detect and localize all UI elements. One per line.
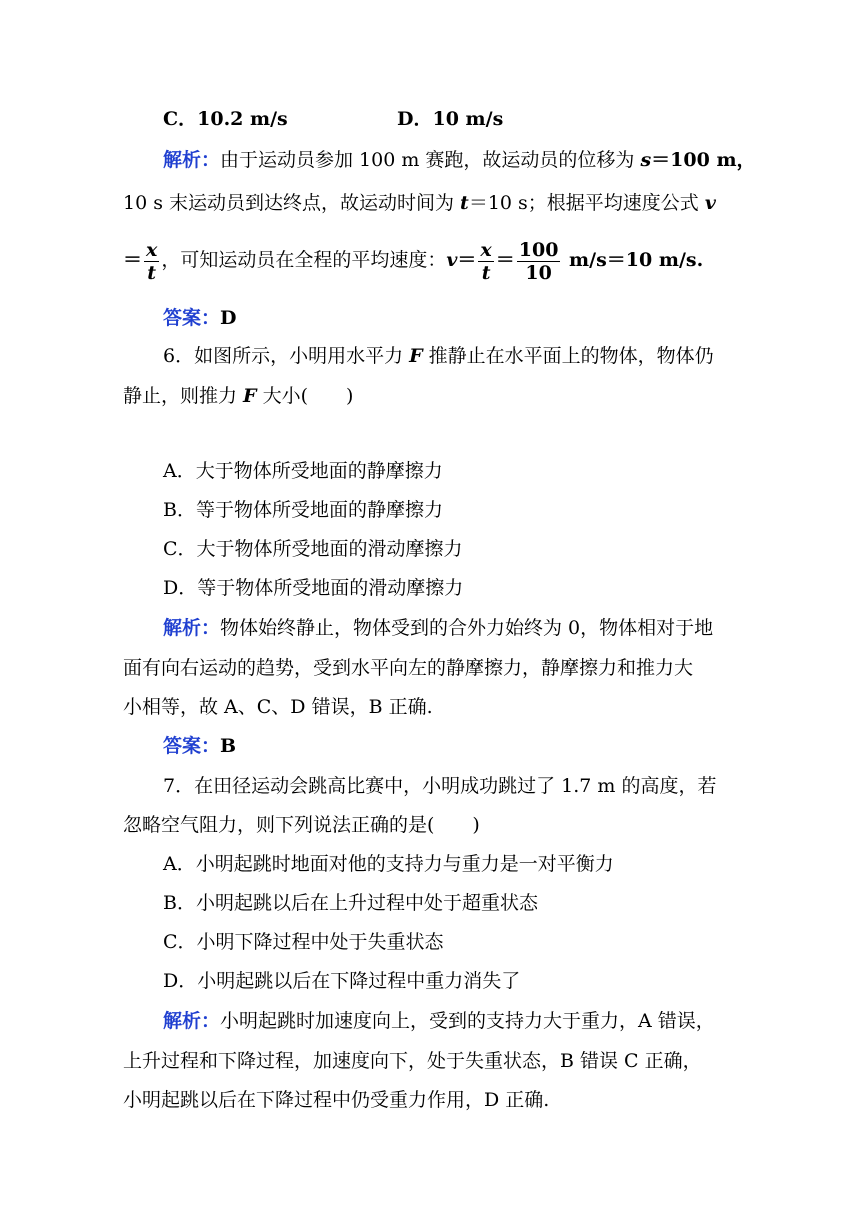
- q5-option-d: D．10 m/s: [397, 108, 504, 130]
- analysis-label: 解析：: [163, 149, 221, 171]
- q7-analysis-line-1: 解析：小明起跳时加速度向上，受到的支持力大于重力，A 错误，: [163, 1010, 715, 1032]
- q7-option-c: C．小明下降过程中处于失重状态: [163, 931, 444, 953]
- q6-stem-line-1: 6．如图所示，小明用水平力 F 推静止在水平面上的物体，物体仍: [163, 345, 714, 367]
- q5-analysis-line-3: ＝ $\frac{x}{t}$ ，可知运动员在全程的平均速度：v＝ $\frac{x}{t}$ ＝ $\frac{100}{10}$ m/s＝10 m/s.: [123, 238, 704, 284]
- q7-analysis-line-3: 小明起跳以后在下降过程中仍受重力作用，D 正确.: [123, 1089, 550, 1111]
- analysis-label: 解析：: [163, 1010, 221, 1032]
- q6-analysis-line-2: 面有向右运动的趋势，受到水平向左的静摩擦力，静摩擦力和推力大: [123, 657, 694, 679]
- answer-label: 答案：: [163, 735, 221, 757]
- q7-option-d: D．小明起跳以后在下降过程中重力消失了: [163, 970, 521, 992]
- q7-analysis-line-2: 上升过程和下降过程，加速度向下，处于失重状态，B 错误 C 正确，: [123, 1050, 702, 1072]
- answer-label: 答案：: [163, 307, 221, 329]
- q6-option-c: C．大于物体所受地面的滑动摩擦力: [163, 538, 463, 560]
- q7-stem-line-1: 7．在田径运动会跳高比赛中，小明成功跳过了 1.7 m 的高度，若: [163, 775, 717, 797]
- q6-analysis-line-1: 解析：物体始终静止，物体受到的合外力始终为 0，物体相对于地: [163, 617, 714, 639]
- q5-option-c: C．10.2 m/s: [163, 108, 288, 130]
- q5-analysis-line-1: 解析：由于运动员参加 100 m 赛跑，故运动员的位移为 s＝100 m，: [163, 149, 756, 171]
- q5-answer: 答案：D: [163, 307, 237, 329]
- analysis-label: 解析：: [163, 617, 221, 639]
- q6-answer: 答案：B: [163, 735, 237, 757]
- q7-option-a: A．小明起跳时地面对他的支持力与重力是一对平衡力: [163, 853, 614, 875]
- q7-stem-line-2: 忽略空气阻力，则下列说法正确的是( ): [123, 814, 480, 836]
- q5-analysis-line-2: 10 s 末运动员到达终点，故运动时间为 t＝10 s；根据平均速度公式 v: [123, 192, 716, 214]
- q6-stem-line-2: 静止，则推力 F 大小( ): [123, 385, 354, 407]
- q6-option-d: D．等于物体所受地面的滑动摩擦力: [163, 577, 464, 599]
- q6-analysis-line-3: 小相等，故 A、C、D 错误，B 正确.: [123, 696, 433, 718]
- fraction-100-over-10: $\frac{100}{10}$: [518, 238, 559, 284]
- fraction-x-over-t: $\frac{x}{t}$: [480, 238, 492, 284]
- q7-option-b: B．小明起跳以后在上升过程中处于超重状态: [163, 892, 538, 914]
- q6-option-a: A．大于物体所受地面的静摩擦力: [163, 460, 443, 482]
- q6-option-b: B．等于物体所受地面的静摩擦力: [163, 499, 443, 521]
- fraction-x-over-t: $\frac{x}{t}$: [146, 238, 158, 284]
